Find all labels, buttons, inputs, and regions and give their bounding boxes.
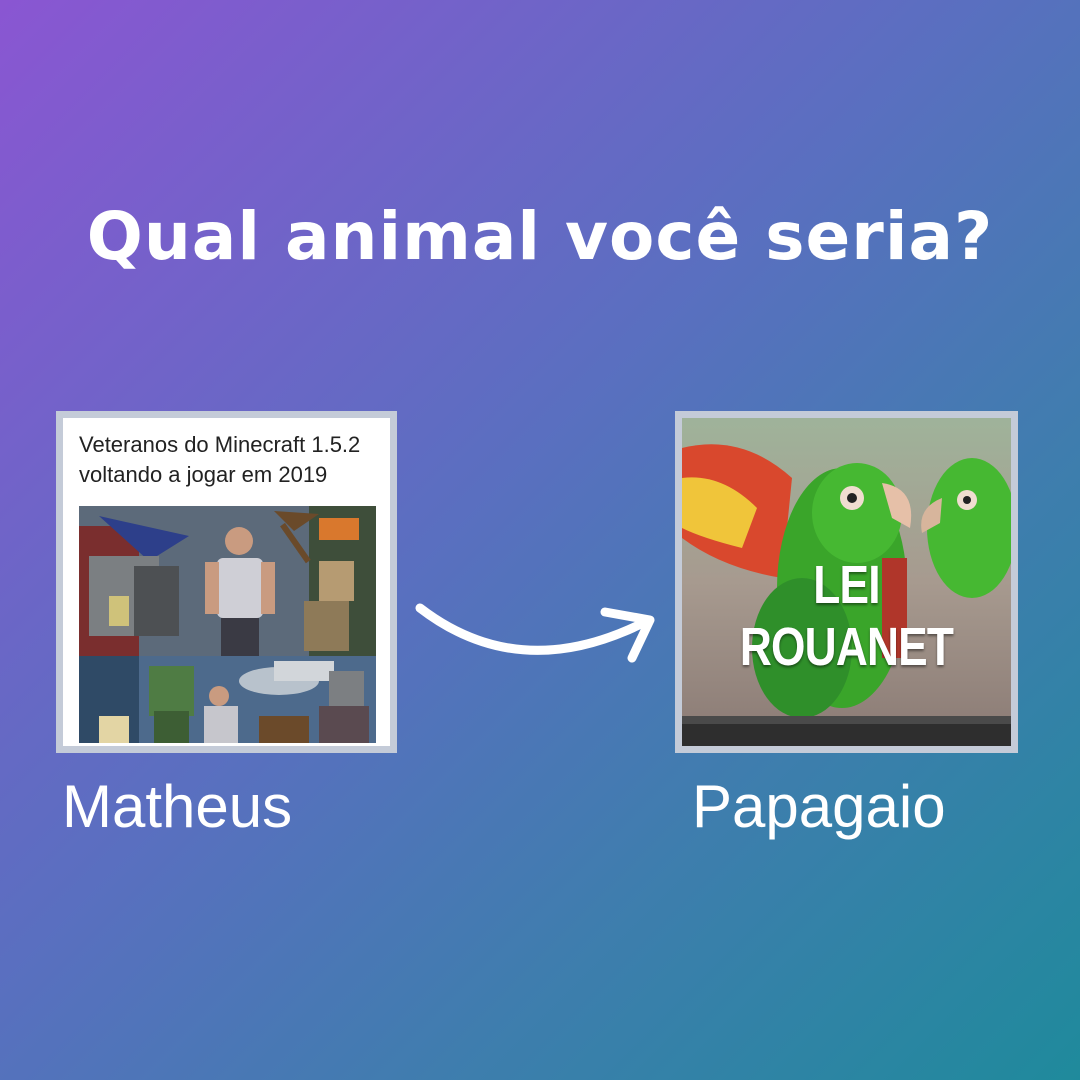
parrot-image bbox=[682, 418, 1011, 746]
curved-arrow-right-icon bbox=[410, 590, 670, 680]
minecraft-collage bbox=[79, 506, 376, 743]
meme-overlay-text: LEI ROUANET bbox=[739, 555, 954, 677]
meme-caption-line1: Veteranos do Minecraft 1.5.2 bbox=[79, 432, 361, 457]
right-parrot-card bbox=[675, 411, 1018, 753]
meme-caption bbox=[79, 430, 360, 490]
meme-caption-line2: voltando a jogar em 2019 bbox=[79, 462, 328, 487]
label-papagaio: Papagaio bbox=[692, 773, 946, 840]
minecraft-meme-image bbox=[63, 418, 390, 746]
page-title: Qual animal você seria? bbox=[86, 198, 994, 275]
label-matheus: Matheus bbox=[62, 773, 293, 840]
left-meme-card bbox=[56, 411, 397, 753]
